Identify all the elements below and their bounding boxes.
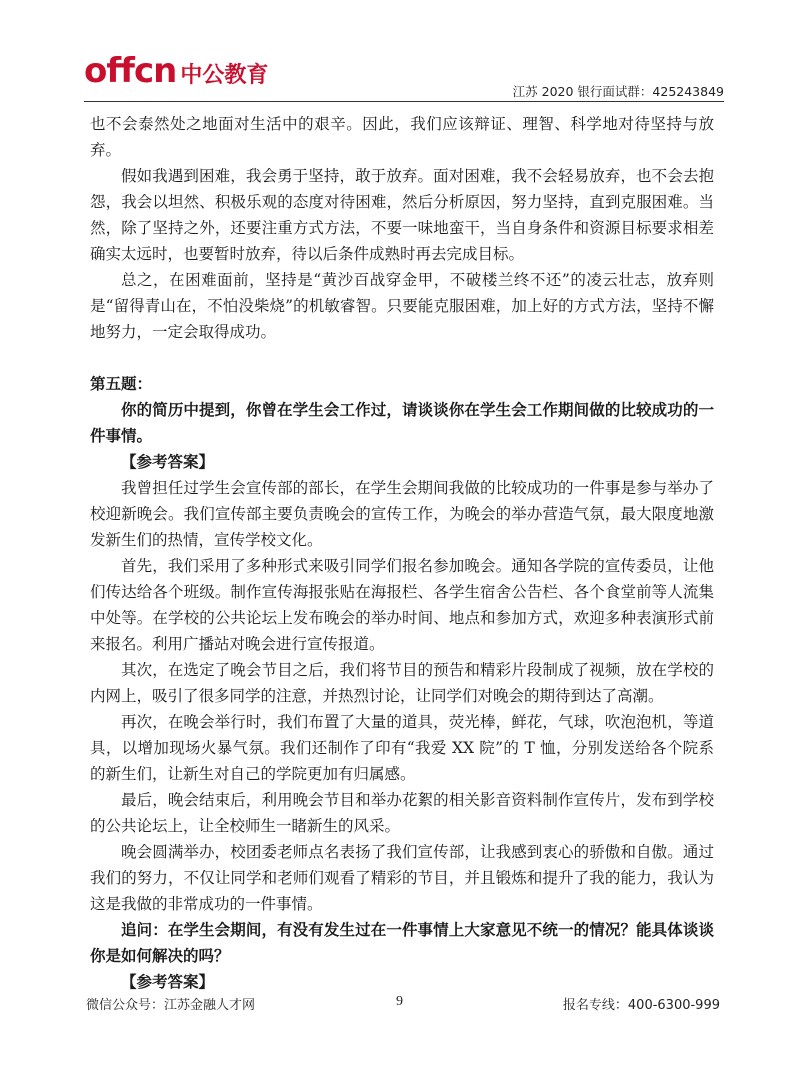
logo-text-en: offcn	[84, 51, 177, 91]
question-five-title: 第五题：	[90, 374, 153, 393]
header-divider	[84, 101, 724, 102]
logo-text-cn: 中公教育	[180, 63, 269, 88]
answer-paragraph-6: 晚会圆满举办，校团委老师点名表扬了我们宣传部，让我感到衷心的骄傲和自傲。通过我们的努力，不仅让同学和老师们观看了精彩的节目，并且锻炼和提升了我的能力，我认为这是我做的非常成功的一件事情。	[90, 843, 714, 913]
wechat-account: 微信公众号：江苏金融人才网	[86, 998, 256, 1013]
paragraph-continued: 也不会泰然处之地面对生活中的艰辛。因此，我们应该辩证、理智、科学地对待坚持与放弃。	[90, 115, 714, 159]
offcn-logo	[84, 51, 269, 91]
interview-group-label: 江苏 2020 银行面试群：425243849	[512, 84, 724, 99]
page-number: 9	[396, 994, 403, 1009]
answer-paragraph-1: 我曾担任过学生会宣传部的部长，在学生会期间我做的比较成功的一件事是参与举办了校迎新晚会。我们宣传部主要负责晚会的宣传工作，为晚会的举办营造气氛，最大限度地激发新生们的热情，宣传学校文化。	[90, 479, 714, 549]
document-body	[90, 111, 714, 995]
answer-paragraph-5: 最后，晚会结束后，利用晚会节目和举办花絮的相关影音资料制作宣传片，发布到学校的公共论坛上，让全校师生一睹新生的风采。	[90, 791, 714, 835]
page-header	[84, 51, 724, 104]
page-footer	[86, 994, 720, 1014]
section-spacer	[90, 345, 714, 371]
answer-paragraph-4: 再次，在晚会举行时，我们布置了大量的道具，荧光棒，鲜花，气球，吹泡泡机，等道具，以增加现场火暴气氛。我们还制作了印有“我爱 XX 院”的 T 恤，分别发送给各个院系的新生们，让新生对自己的学院更加有归属感。	[90, 713, 714, 783]
question-five-text: 你的简历中提到，你曾在学生会工作过，请谈谈你在学生会工作期间做的比较成功的一件事情。	[90, 400, 714, 445]
follow-up-question: 追问：在学生会期间，有没有发生过在一件事情上大家意见不统一的情况？能具体谈谈你是如何解决的吗？	[90, 920, 714, 965]
paragraph-conclusion: 总之，在困难面前，坚持是“黄沙百战穿金甲，不破楼兰终不还”的凌云壮志，放弃则是“留得青山在，不怕没柴烧”的机敏睿智。只要能克服困难，加上好的方式方法，坚持不懈地努力，一定会取得成功。	[90, 271, 714, 341]
answer-paragraph-2: 首先，我们采用了多种形式来吸引同学们报名参加晚会。通知各学院的宣传委员，让他们传达给各个班级。制作宣传海报张贴在海报栏、各学生宿舍公告栏、各个食堂前等人流集中处等。在学校的公共论坛上发布晚会的举办时间、地点和参加方式，欢迎多种表演形式前来报名。利用广播站对晚会进行宣传报道。	[90, 557, 714, 653]
registration-hotline: 报名专线：400-6300-999	[562, 998, 720, 1013]
reference-answer-label: 【参考答案】	[121, 452, 215, 471]
answer-paragraph-3: 其次，在选定了晚会节目之后，我们将节目的预告和精彩片段制成了视频，放在学校的内网上，吸引了很多同学的注意，并热烈讨论，让同学们对晚会的期待到达了高潮。	[90, 661, 714, 705]
paragraph-facing-difficulty: 假如我遇到困难，我会勇于坚持，敢于放弃。面对困难，我不会轻易放弃，也不会去抱怨，我会以坦然、积极乐观的态度对待困难，然后分析原因，努力坚持，直到克服困难。当然，除了坚持之外，还要注重方式方法，不要一味地蛮干，当自身条件和资源目标要求相差确实太远时，也要暂时放弃，待以后条件成熟时再去完成目标。	[90, 167, 714, 263]
reference-answer-label-2: 【参考答案】	[121, 972, 215, 991]
